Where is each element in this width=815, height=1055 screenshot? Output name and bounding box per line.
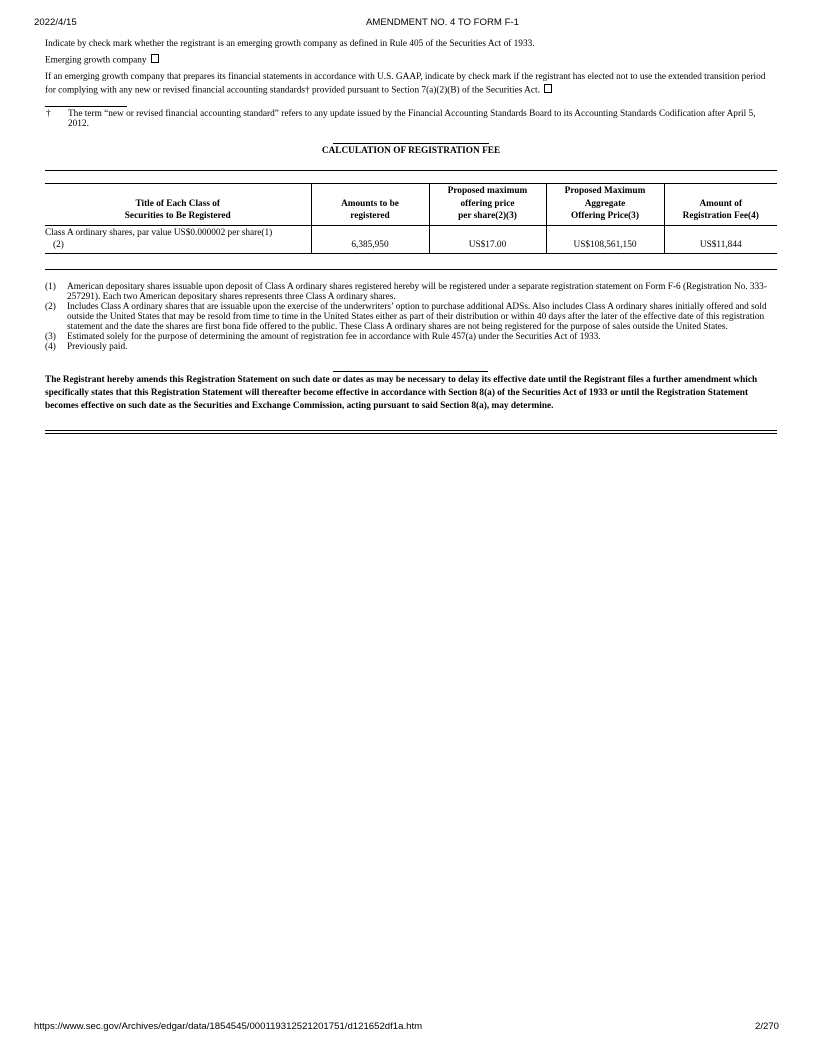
- dagger-note: [45, 109, 777, 129]
- table-bottom-rule: [45, 269, 777, 270]
- table-row: [45, 225, 777, 253]
- footnote: (1) American depositary shares issuable upon deposit of Class A ordinary shares registered hereby will be registered under a separate registration statement on Form F-6 (Registration No. 333-257291). Each two American depositary shares represents three Class A ordinary shares.: [45, 281, 767, 302]
- cell-registration-fee: US$11,844: [664, 225, 777, 253]
- end-rule-bottom: [45, 433, 777, 434]
- amendment-rule: [333, 371, 488, 372]
- transition-question: [45, 71, 777, 98]
- egc-line: [45, 54, 777, 68]
- header-registration-fee: Amount of Registration Fee(4): [664, 184, 777, 225]
- egc-label: Emerging growth company: [45, 55, 147, 66]
- footnote: (4) Previously paid.: [45, 341, 128, 352]
- egc-checkbox[interactable]: [151, 54, 160, 63]
- delaying-amendment: The Registrant hereby amends this Registration Statement on such date or dates as may be necessary to delay its effective date until the Registrant files a further amendment which specifically states that this Registration Statement will thereafter become effective in accordance with Section 8(a) of the Securities Act of 1933 or until the Registration Statement becomes effective on such date as the Securities and Exchange Commission, acting pursuant to said Section 8(a), may determine.: [45, 374, 758, 412]
- footnotes: [45, 282, 777, 352]
- cell-class-title: Class A ordinary shares, par value US$0.000002 per share(1) (2): [45, 225, 311, 253]
- cell-amount-registered: 6,385,950: [311, 225, 429, 253]
- fee-table-title: CALCULATION OF REGISTRATION FEE: [321, 146, 501, 157]
- document-body: [45, 38, 777, 434]
- dagger-mark: †: [46, 109, 51, 120]
- transition-checkbox[interactable]: [544, 84, 553, 93]
- header-max-price-per-share: Proposed maximum offering price per share(2)(3): [429, 184, 546, 225]
- note-divider: [45, 106, 127, 107]
- title-rule: [333, 143, 489, 144]
- cell-price-per-share: US$17.00: [429, 225, 546, 253]
- end-rule-top: [45, 430, 777, 431]
- dagger-note-text: The term “new or revised financial accounting standard” refers to any update issued by the Financial Accounting Standards Board to its Accounting Standards Codification after April 5, 2012.: [68, 109, 756, 130]
- footnote: (2) Includes Class A ordinary shares that are issuable upon the exercise of the underwriters’ option to purchase additional ADSs. Also includes Class A ordinary shares initially offered and sold outside the United States that may be resold from time to time in the United States either as part of their distribution or within 40 days after the later of the effective date of this registration statement and the date the shares are first bona fide offered to the public. These Class A ordinary shares are not being registered for the purpose of sales outside the United States.: [45, 301, 767, 332]
- header-title-of-class: Title of Each Class of Securities to Be Registered: [45, 184, 311, 225]
- document-title: AMENDMENT NO. 4 TO FORM F-1: [366, 17, 519, 28]
- page-number: 2/270: [754, 1021, 779, 1032]
- transition-text: If an emerging growth company that prepares its financial statements in accordance with U.S. GAAP, indicate by check mark if the registrant has elected not to use the extended transition period for complying with any new or revised financial accounting standards† provided pursuant to Section 7(a)(2)(B) of the Securities Act.: [45, 72, 766, 96]
- registration-fee-table: [45, 184, 777, 254]
- print-date: 2022/4/15: [34, 17, 77, 28]
- table-header-row: [45, 184, 777, 225]
- print-footer: [34, 1021, 779, 1035]
- print-header: [34, 17, 775, 31]
- footnote: (3) Estimated solely for the purpose of determining the amount of registration fee in accordance with Rule 457(a) under the Securities Act of 1933.: [45, 331, 601, 342]
- header-amount-registered: Amounts to be registered: [311, 184, 429, 225]
- cell-aggregate-price: US$108,561,150: [546, 225, 664, 253]
- egc-question: Indicate by check mark whether the registrant is an emerging growth company as defined in Rule 405 of the Securities Act of 1933.: [45, 39, 535, 49]
- header-aggregate-offering-price: Proposed Maximum Aggregate Offering Price(3): [546, 184, 664, 225]
- source-url[interactable]: https://www.sec.gov/Archives/edgar/data/1854545/000119312521201751/d121652df1a.htm: [34, 1021, 423, 1032]
- table-top-rule: [45, 170, 777, 171]
